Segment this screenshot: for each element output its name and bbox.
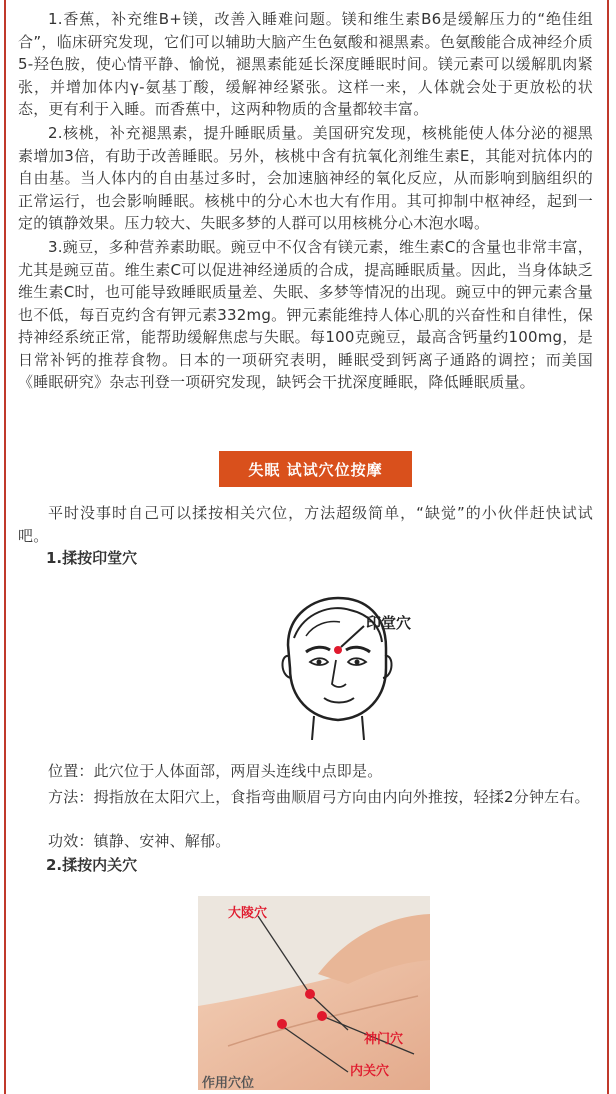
paragraph-location: 位置：此穴位于人体面部，两眉头连线中点即是。 — [48, 762, 383, 780]
face-illustration — [258, 590, 438, 740]
neiguan-label: 内关穴 — [350, 1064, 390, 1079]
shenmen-label: 神门穴 — [364, 1032, 404, 1047]
heading-yintang: 1.揉按印堂穴 — [46, 549, 138, 567]
neiguan-point — [277, 1019, 287, 1029]
paragraph-banana: 1.香蕉，补充维B+镁，改善入睡难问题。镁和维生素B6是缓解压力的“绝佳组合”，临床研究发现，它们可以辅助大脑产生色氨酸和褪黑素。色氨酸能合成神经介质5-羟色胺，使心情平静、愉悦，褪黑素能延长深度睡眠时间。镁元素可以缓解肌肉紧张，并增加体内γ-氨基丁酸，缓解神经紧张。这样一来，人体就会处于更放松的状态，更有利于入睡。而香蕉中，这两种物质的含量都较丰富。 — [18, 10, 593, 118]
paragraph-effect: 功效：镇静、安神、解郁。 — [48, 832, 231, 850]
article-frame — [4, 0, 609, 1094]
daling-label: 大陵穴 — [228, 906, 268, 921]
section-title-badge: 失眠 试试穴位按摩 — [219, 451, 412, 487]
paragraph-method: 方法：拇指放在太阳穴上，食指弯曲顺眉弓方向由内向外推按，轻揉2分钟左右。 — [48, 788, 590, 806]
paragraph-walnut: 2.核桃，补充褪黑素，提升睡眠质量。美国研究发现，核桃能使人体分泌的褪黑素增加3倍，有助于改善睡眠。另外，核桃中含有抗氧化剂维生素E，其能对抗体内的自由基。当人体内的自由基过多时，会加速脑神经的氧化反应，从而影响到脑组织的正常运行，也会影响睡眠。核桃中的分心木也大有作用。其可抑制中枢神经，起到一定的镇静效果。压力较大、失眠多梦的人群可以用核桃分心木泡水喝。 — [18, 124, 593, 232]
yintang-point — [334, 646, 342, 654]
wrist-photo — [198, 896, 430, 1090]
yintang-label: 印堂穴 — [366, 614, 412, 632]
shenmen-point — [317, 1011, 327, 1021]
wrist-caption: 作用穴位 — [202, 1076, 255, 1090]
heading-neiguan: 2.揉按内关穴 — [46, 856, 138, 874]
paragraph-pea: 3.豌豆，多种营养素助眠。豌豆中不仅含有镁元素，维生素C的含量也非常丰富，尤其是豌豆苗。维生素C可以促进神经递质的合成，提高睡眠质量。因此，当身体缺乏维生素C时，也可能导致睡眠质量差、失眠、多梦等情况的出现。豌豆中的钾元素含量也不低，每百克约含有钾元素332mg。钾元素能维持人体心肌的兴奋性和自律性，保持神经系统正常，能帮助缓解焦虑与失眠。每100克豌豆，最高含钙量约100mg，是日常补钙的推荐食物。日本的一项研究表明，睡眠受到钙离子通路的调控；而美国《睡眠研究》杂志刊登一项研究发现，缺钙会干扰深度睡眠，降低睡眠质量。 — [18, 238, 593, 391]
paragraph-acupoint-intro: 平时没事时自己可以揉按相关穴位，方法超级简单，“缺觉”的小伙伴赶快试试吧。 — [18, 504, 593, 545]
daling-point — [305, 989, 315, 999]
